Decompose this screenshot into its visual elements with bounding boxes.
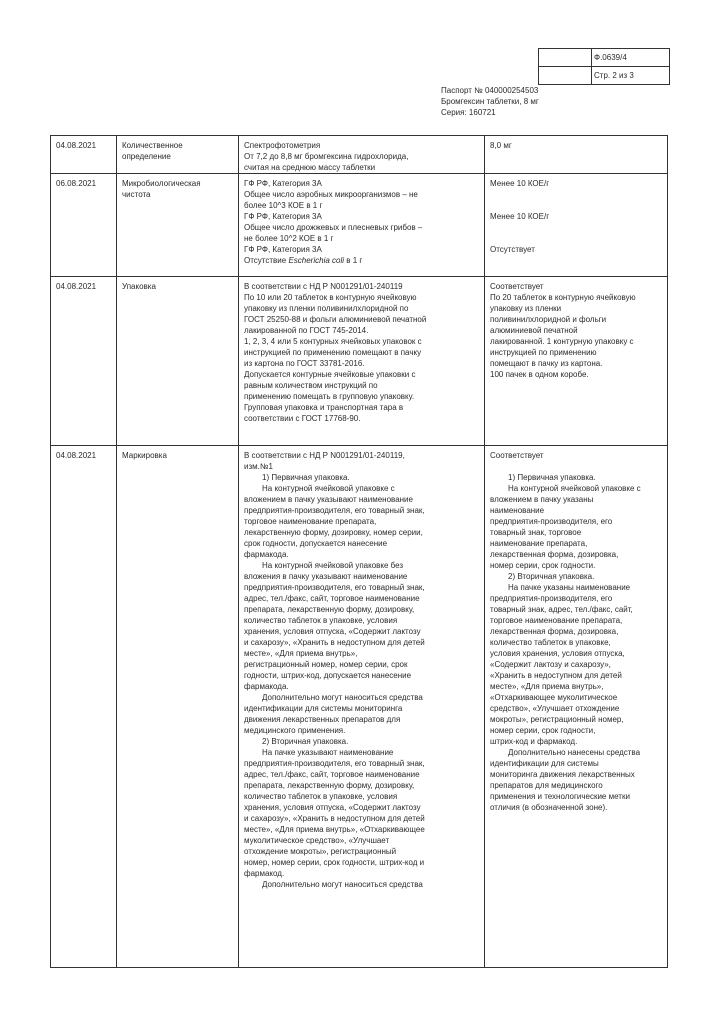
result-line: мокроты», регистрационный номер, bbox=[490, 715, 624, 724]
requirement-line: движения лекарственных препаратов для bbox=[244, 715, 401, 724]
requirement-line: 1, 2, 3, 4 или 5 контурных ячейковых упаковок с bbox=[244, 337, 422, 346]
form-code-box bbox=[538, 48, 670, 85]
requirement-line: В соответствии с НД Р N001291/01-240119, bbox=[244, 451, 405, 460]
result-line: Соответствует bbox=[490, 451, 544, 460]
table-row bbox=[51, 445, 667, 967]
result-line: отличия (в обозначенной зоне). bbox=[490, 803, 608, 812]
result-line: предприятия-производителя, его bbox=[490, 594, 613, 603]
test-name: определение bbox=[122, 152, 171, 161]
result-line: товарный знак, торговое bbox=[490, 528, 582, 537]
requirement-line: В соответствии с НД Р N001291/01-240119 bbox=[244, 282, 403, 291]
series-number: Серия: 160721 bbox=[441, 108, 496, 117]
requirement-line: отхождение мокроты», регистрационный bbox=[244, 847, 397, 856]
test-date: 04.08.2021 bbox=[56, 141, 97, 150]
result-value: 8,0 мг bbox=[490, 141, 512, 150]
requirement-line: адрес, тел./факс, сайт, торговое наименование bbox=[244, 770, 420, 779]
requirement-line: хранения, условия отпуска, «Содержит лактозу bbox=[244, 803, 421, 812]
requirement-line: От 7,2 до 8,8 мг бромгексина гидрохлорида, bbox=[244, 152, 409, 161]
requirement-line: не более 10^2 КОЕ в 1 г bbox=[244, 234, 334, 243]
test-name: Маркировка bbox=[122, 451, 167, 460]
result-line: Дополнительно нанесены средства bbox=[508, 748, 641, 757]
passport-header bbox=[441, 85, 539, 118]
requirement-line: фармакода. bbox=[244, 550, 289, 559]
requirement-line: упаковку из пленки поливинилхлоридной по bbox=[244, 304, 409, 313]
result-line: препаратов для медицинского bbox=[490, 781, 603, 790]
result-line: лекарственная форма, дозировка, bbox=[490, 627, 619, 636]
test-name: Упаковка bbox=[122, 282, 156, 291]
result-line: лекарственная форма, дозировка, bbox=[490, 550, 619, 559]
requirement-line: муколитическое средство», «Улучшает bbox=[244, 836, 390, 845]
requirement-line: фармакод. bbox=[244, 869, 285, 878]
test-name: чистота bbox=[122, 190, 151, 199]
result-line: алюминиевой печатной bbox=[490, 326, 578, 335]
requirement-line: идентификации для системы мониторинга bbox=[244, 704, 403, 713]
requirement-line: количество таблеток в упаковке, условия bbox=[244, 792, 398, 801]
result-line: предприятия-производителя, его bbox=[490, 517, 613, 526]
requirement-line: Общее число аэробных микроорганизмов – не bbox=[244, 190, 418, 199]
result-line: торговое наименование препарата, bbox=[490, 616, 623, 625]
result-line: наименование bbox=[490, 506, 545, 515]
page-number: Стр. 2 из 3 bbox=[594, 71, 634, 80]
requirement-line: Отсутствие Escherichia coli в 1 г bbox=[244, 256, 363, 265]
requirement-line: фармакода. bbox=[244, 682, 289, 691]
requirement-line: предприятия-производителя, его товарный знак, bbox=[244, 506, 425, 515]
table-row bbox=[51, 276, 667, 445]
requirement-line: адрес, тел./факс, сайт, торговое наименование bbox=[244, 594, 420, 603]
result-line: товарный знак, адрес, тел./факс, сайт, bbox=[490, 605, 633, 614]
table-row bbox=[51, 173, 667, 276]
requirement-line: вложением в пачку указывают наименование bbox=[244, 495, 413, 504]
requirement-line: годности, штрих-код, допускается нанесение bbox=[244, 671, 412, 680]
requirement-line: вложения в пачку указывают наименование bbox=[244, 572, 408, 581]
result-line: условия хранения, условия отпуска, bbox=[490, 649, 625, 658]
requirement-line: считая на среднюю массу таблетки bbox=[244, 163, 376, 172]
result-line: «Отхаркивающее муколитическое bbox=[490, 693, 618, 702]
result-value: Менее 10 КОЕ/г bbox=[490, 212, 550, 221]
result-line: применения и технологические метки bbox=[490, 792, 630, 801]
requirement-line: хранения, условия отпуска, «Содержит лактозу bbox=[244, 627, 421, 636]
requirement-line: предприятия-производителя, его товарный знак, bbox=[244, 759, 425, 768]
result-line: поливинилхлоридной и фольги bbox=[490, 315, 607, 324]
result-line: количество таблеток в упаковке, bbox=[490, 638, 611, 647]
result-line: На пачке указаны наименование bbox=[508, 583, 631, 592]
requirement-line: количество таблеток в упаковке, условия bbox=[244, 616, 398, 625]
result-line: 100 пачек в одном коробе. bbox=[490, 370, 589, 379]
requirement-line: применению помещать в групповую упаковку. bbox=[244, 392, 415, 401]
result-line: мониторинга движения лекарственных bbox=[490, 770, 635, 779]
requirement-line: Групповая упаковка и транспортная тара в bbox=[244, 403, 404, 412]
result-line: месте», «Для приема внутрь», bbox=[490, 682, 604, 691]
requirement-line: регистрационный номер, номер серии, срок bbox=[244, 660, 408, 669]
requirement-line: и сахарозу», «Хранить в недоступном для детей bbox=[244, 814, 425, 823]
requirement-line: равным количеством инструкций по bbox=[244, 381, 378, 390]
requirement-line: лакированной по ГОСТ 745-2014. bbox=[244, 326, 369, 335]
result-line: идентификации для системы bbox=[490, 759, 599, 768]
requirement-line: торговое наименование препарата, bbox=[244, 517, 377, 526]
requirement-line: 1) Первичная упаковка. bbox=[262, 473, 350, 482]
result-line bbox=[490, 461, 663, 472]
test-date: 06.08.2021 bbox=[56, 179, 97, 188]
requirement-line: изм.№1 bbox=[244, 462, 273, 471]
result-line: упаковку из пленки bbox=[490, 304, 562, 313]
result-line: помещают в пачку из картона. bbox=[490, 359, 603, 368]
result-line: 2) Вторичная упаковка. bbox=[508, 572, 595, 581]
result-line: На контурной ячейковой упаковке с bbox=[508, 484, 641, 493]
requirement-line: медицинского применения. bbox=[244, 726, 346, 735]
result-line: вложением в пачку указаны bbox=[490, 495, 594, 504]
requirement-line: На контурной ячейковой упаковке без bbox=[262, 561, 404, 570]
test-name: Количественное bbox=[122, 141, 183, 150]
result-line: По 20 таблеток в контурную ячейковую bbox=[490, 293, 636, 302]
requirement-line: Спектрофотометрия bbox=[244, 141, 321, 150]
result-line: номер серии, срок годности. bbox=[490, 561, 596, 570]
requirement-line: месте», «Для приема внутрь», «Отхаркивающее bbox=[244, 825, 425, 834]
requirement-line: ГФ РФ, Категория 3А bbox=[244, 179, 322, 188]
result-line: лакированной. 1 контурную упаковку с bbox=[490, 337, 634, 346]
requirement-line: 2) Вторичная упаковка. bbox=[262, 737, 349, 746]
result-line: штрих-код и фармакод. bbox=[490, 737, 578, 746]
result-value: Отсутствует bbox=[490, 245, 535, 254]
requirement-line: На пачке указывают наименование bbox=[262, 748, 394, 757]
result-line: «Содержит лактозу и сахарозу», bbox=[490, 660, 611, 669]
test-results-table bbox=[50, 135, 668, 968]
test-date: 04.08.2021 bbox=[56, 282, 97, 291]
requirement-line: По 10 или 20 таблеток в контурную ячейковую bbox=[244, 293, 417, 302]
form-code: Ф.0639/4 bbox=[594, 53, 627, 62]
requirement-line: предприятия-производителя, его товарный знак, bbox=[244, 583, 425, 592]
result-line: 1) Первичная упаковка. bbox=[508, 473, 596, 482]
requirement-line: На контурной ячейковой упаковке с bbox=[262, 484, 395, 493]
passport-number: Паспорт № 040000254503 bbox=[441, 86, 539, 95]
requirement-line: и сахарозу», «Хранить в недоступном для детей bbox=[244, 638, 425, 647]
test-name: Микробиологическая bbox=[122, 179, 201, 188]
requirement-line: ГФ РФ, Категория 3А bbox=[244, 212, 322, 221]
requirement-line: Дополнительно могут наноситься средства bbox=[262, 693, 423, 702]
requirement-line: срок годности, допускается нанесение bbox=[244, 539, 388, 548]
result-line: наименование препарата, bbox=[490, 539, 588, 548]
requirement-line: ГФ РФ, Категория 3А bbox=[244, 245, 322, 254]
requirement-line: более 10^3 КОЕ в 1 г bbox=[244, 201, 323, 210]
result-value: Менее 10 КОЕ/г bbox=[490, 179, 550, 188]
requirement-line: Общее число дрожжевых и плесневых грибов – bbox=[244, 223, 423, 232]
result-line: инструкцией по применению bbox=[490, 348, 597, 357]
requirement-line: месте», «Для приема внутрь», bbox=[244, 649, 358, 658]
requirement-line: инструкцией по применению помещают в пачку bbox=[244, 348, 422, 357]
requirement-line: Дополнительно могут наноситься средства bbox=[262, 880, 423, 889]
requirement-line: Допускается контурные ячейковые упаковки с bbox=[244, 370, 416, 379]
requirement-line: препарата, лекарственную форму, дозировку, bbox=[244, 605, 415, 614]
test-date: 04.08.2021 bbox=[56, 451, 97, 460]
requirement-line: соответствии с ГОСТ 17768-90. bbox=[244, 414, 361, 423]
requirement-line: препарата, лекарственную форму, дозировку, bbox=[244, 781, 415, 790]
result-line: «Хранить в недоступном для детей bbox=[490, 671, 622, 680]
result-line: Соответствует bbox=[490, 282, 544, 291]
requirement-line: лекарственную форму, дозировку, номер серии, bbox=[244, 528, 423, 537]
requirement-line: номер, номер серии, срок годности, штрих-код и bbox=[244, 858, 425, 867]
requirement-line: из картона по ГОСТ 33781-2016. bbox=[244, 359, 365, 368]
result-line: номер серии, срок годности, bbox=[490, 726, 596, 735]
requirement-line: ГОСТ 25250-88 и фольги алюминиевой печатной bbox=[244, 315, 427, 324]
result-line: средство», «Улучшает отхождение bbox=[490, 704, 620, 713]
product-name: Бромгексин таблетки, 8 мг bbox=[441, 97, 539, 106]
table-row bbox=[51, 136, 667, 173]
